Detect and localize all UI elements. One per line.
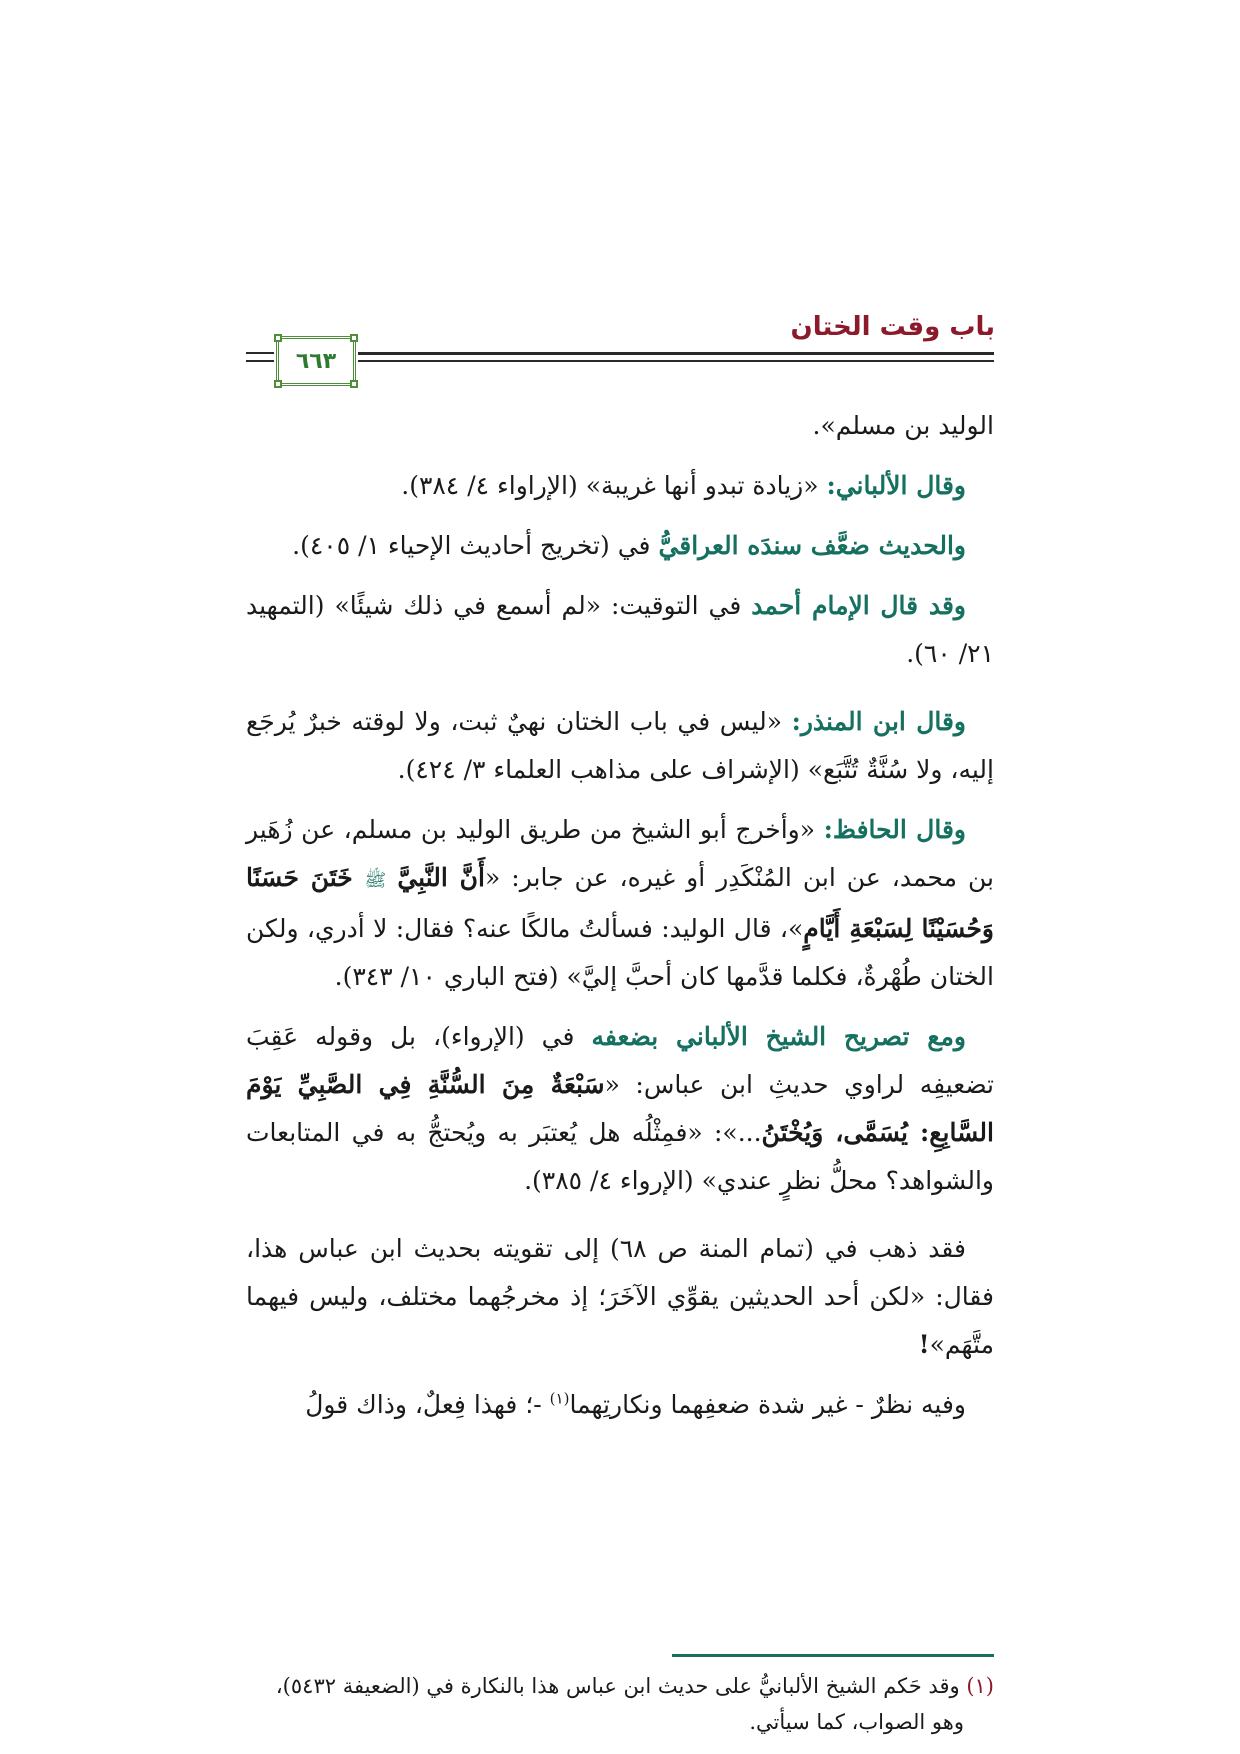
hadith-quote: أَنَّ النَّبِيَّ [397, 863, 485, 892]
paragraph-2 [246, 462, 994, 510]
header-rule-right-top [358, 352, 994, 355]
paragraph-1 [246, 402, 994, 450]
hadith-quote: سَبْعَةٌ مِنَ السُّنَّةِ فِي الصَّبِيِّ يَوْمَ السَّابِعِ: يُسَمَّى، وَيُخْتَنُ [246, 1070, 994, 1147]
footnote-text: وهو الصواب، كما سيأتي. [749, 1710, 964, 1734]
paragraph-8 [246, 1225, 994, 1369]
paragraph-text: وفيه نظرٌ - غير شدة ضعفِهما ونكارتِهما [569, 1390, 966, 1419]
paragraph-lead: وقال الحافظ: [823, 815, 966, 844]
footnote-separator [672, 1654, 994, 1657]
salutation-glyph: ﷺ [364, 870, 387, 891]
page-number-badge [276, 336, 356, 386]
footnote-1 [246, 1668, 994, 1704]
header-rule-left-bottom [246, 360, 274, 362]
paragraph-6 [246, 806, 994, 1001]
hadith-quote: خَتَنَ حَسَنًا وَحُسَيْنًا لِسَبْعَةِ أَيَّامٍ [246, 863, 994, 943]
paragraph-lead: ومع تصريح الشيخ الألباني بضعفه [591, 1022, 966, 1051]
badge-corner-bl [274, 380, 282, 388]
paragraph-text: في (تخريج أحاديث الإحياء ١/ ٤٠٥). [292, 531, 659, 560]
paragraph-lead: وقال ابن المنذر: [791, 707, 966, 736]
footnotes [246, 1668, 994, 1740]
paragraph-3 [246, 522, 994, 570]
paragraph-4 [246, 582, 994, 678]
paragraph-text: في التوقيت: «لم أسمع في ذلك شيئًا» (التمهيد ٢١/ ٦٠). [246, 591, 994, 668]
footnote-1-continued [246, 1704, 994, 1740]
paragraph-9 [246, 1381, 994, 1429]
badge-corner-br [350, 380, 358, 388]
paragraph-7 [246, 1013, 994, 1205]
exclamation: ! [918, 1330, 930, 1359]
paragraph-text: ...»: «فمِثْلُه هل يُعتبَر به ويُحتجُّ به في المتابعات والشواهد؟ محلُّ نظرٍ عندي» (الإرواء ٤/ ٣٨٥). [246, 1118, 994, 1195]
footnote-text: وقد حَكم الشيخ الألبانيُّ على حديث ابن عباس هذا بالنكارة في (الضعيفة ٥٤٣٢)، [275, 1674, 967, 1698]
paragraph-text: فقد ذهب في (تمام المنة ص ٦٨) إلى تقويته بحديث ابن عباس هذا، فقال: «لكن أحد الحديثين يقوِّي الآخَرَ؛ إذ مخرجُهما مختلف، وليس فيهما متَّهَم» [246, 1234, 994, 1359]
paragraph-5 [246, 698, 994, 794]
footnote-marker: (١) [966, 1674, 994, 1698]
paragraph-lead: وقال الألباني: [826, 471, 966, 500]
paragraph-text: الوليد بن مسلم». [812, 411, 994, 440]
badge-corner-tl [274, 334, 282, 342]
page-number: ٦٦٣ [295, 348, 337, 374]
paragraph-text: في (الإرواء)، بل وقوله عَقِبَ تضعيفِه لراوي حديثِ ابن عباس: « [246, 1022, 994, 1099]
paragraph-text: «وأخرج أبو الشيخ من طريق الوليد بن مسلم، عن زُهَير بن محمد، عن ابن المُنْكَدِر أو غيره، عن جابر: « [246, 815, 994, 892]
paragraph-text: «زيادة تبدو أنها غريبة» (الإراواء ٤/ ٣٨٤). [401, 471, 827, 500]
badge-corner-tr [350, 334, 358, 342]
paragraph-text: -؛ فهذا فِعلٌ، وذاك قولُ [305, 1390, 550, 1419]
header-rule-right-bottom [358, 360, 994, 362]
paragraph-lead: وقد قال الإمام أحمد [751, 591, 966, 620]
header-rule-left-top [246, 352, 274, 354]
paragraph-text: «ليس في باب الختان نهيٌ ثبت، ولا لوقته خبرٌ يُرجَع إليه، ولا سُنَّةٌ تُتَّبَع» (الإشراف على مذاهب العلماء ٣/ ٤٢٤). [246, 707, 994, 784]
footnote-reference[interactable]: (١) [549, 1389, 570, 1408]
chapter-title: باب وقت الختان [790, 312, 995, 342]
paragraph-text: »، قال الوليد: فسألتُ مالكًا عنه؟ فقال: لا أدري، ولكن الختان طُهْرةٌ، فكلما قدَّمها كان أحبَّ إليَّ» (فتح الباري ١٠/ ٣٤٣). [246, 914, 994, 991]
body-text [246, 402, 994, 1441]
paragraph-lead: والحديث ضعَّف سندَه العراقيُّ [658, 531, 966, 560]
